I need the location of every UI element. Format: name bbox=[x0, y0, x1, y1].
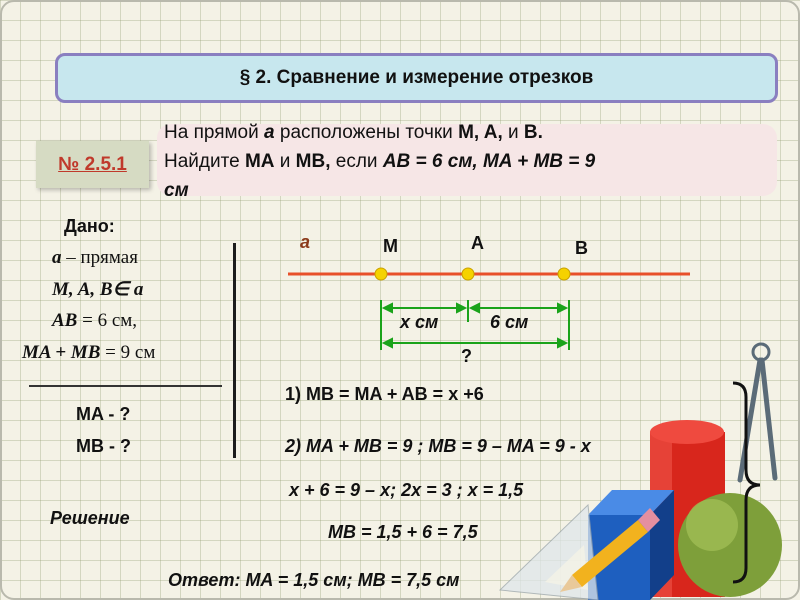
arrow-x-head-left bbox=[384, 304, 392, 312]
arrow-x-head-right bbox=[457, 304, 465, 312]
label-a: A bbox=[471, 233, 484, 253]
point-m bbox=[375, 268, 387, 280]
given-heading: Дано: bbox=[64, 216, 115, 236]
segment-x-label: x см bbox=[400, 312, 439, 332]
point-b bbox=[558, 268, 570, 280]
problem-condition: AB = 6 см, MA + MB = 9 bbox=[382, 151, 596, 172]
problem-line-var: a bbox=[264, 122, 275, 143]
solution-label: Решение bbox=[50, 508, 130, 528]
solution-step-2: 2) MA + MB = 9 ; MB = 9 – MA = 9 - x bbox=[285, 436, 591, 456]
problem-points: M, A, bbox=[458, 122, 503, 143]
problem-ma: MA bbox=[244, 151, 275, 172]
problem-unit: см bbox=[164, 180, 189, 201]
given-var: AB bbox=[52, 310, 78, 331]
problem-point-b: B. bbox=[523, 122, 543, 143]
segment-total-label: ? bbox=[461, 346, 472, 366]
problem-text: расположены точки bbox=[274, 122, 459, 143]
given-text: = 9 см bbox=[100, 342, 156, 363]
problem-text: если bbox=[330, 151, 383, 172]
answer: Ответ: MA = 1,5 см; MB = 7,5 см bbox=[168, 570, 460, 590]
solution-step-4: MB = 1,5 + 6 = 7,5 bbox=[328, 522, 478, 542]
segment-6-label: 6 см bbox=[490, 312, 529, 332]
solution-step-3: x + 6 = 9 – x; 2x = 3 ; x = 1,5 bbox=[289, 480, 524, 500]
given-var: MA + MB bbox=[22, 342, 101, 363]
given-text: – прямая bbox=[61, 247, 138, 268]
arrow-6-head-left bbox=[471, 304, 479, 312]
problem-text: и bbox=[274, 151, 296, 172]
find-ma: MA - ? bbox=[76, 404, 131, 424]
given-text: = 6 см, bbox=[77, 310, 138, 331]
line-label-a: a bbox=[300, 232, 311, 252]
arrow-total-head-right bbox=[558, 339, 566, 347]
point-a bbox=[462, 268, 474, 280]
label-m: M bbox=[383, 236, 398, 256]
arrow-6-head-right bbox=[558, 304, 566, 312]
problem-number: № 2.5.1 bbox=[36, 141, 149, 188]
label-b: B bbox=[575, 238, 588, 258]
problem-text: и bbox=[502, 122, 524, 143]
problem-text: На прямой bbox=[164, 122, 265, 143]
arrow-total-head-left bbox=[384, 339, 392, 347]
given-line-2: M, A, B∈ a bbox=[52, 279, 144, 300]
find-mb: MB - ? bbox=[76, 436, 131, 456]
page-title: § 2. Сравнение и измерение отрезков bbox=[55, 53, 778, 103]
given-var: a bbox=[52, 247, 62, 268]
problem-mb: MB, bbox=[295, 151, 331, 172]
solution-step-1: 1) MB = MA + AB = x +6 bbox=[285, 384, 484, 404]
problem-text: Найдите bbox=[164, 151, 245, 172]
